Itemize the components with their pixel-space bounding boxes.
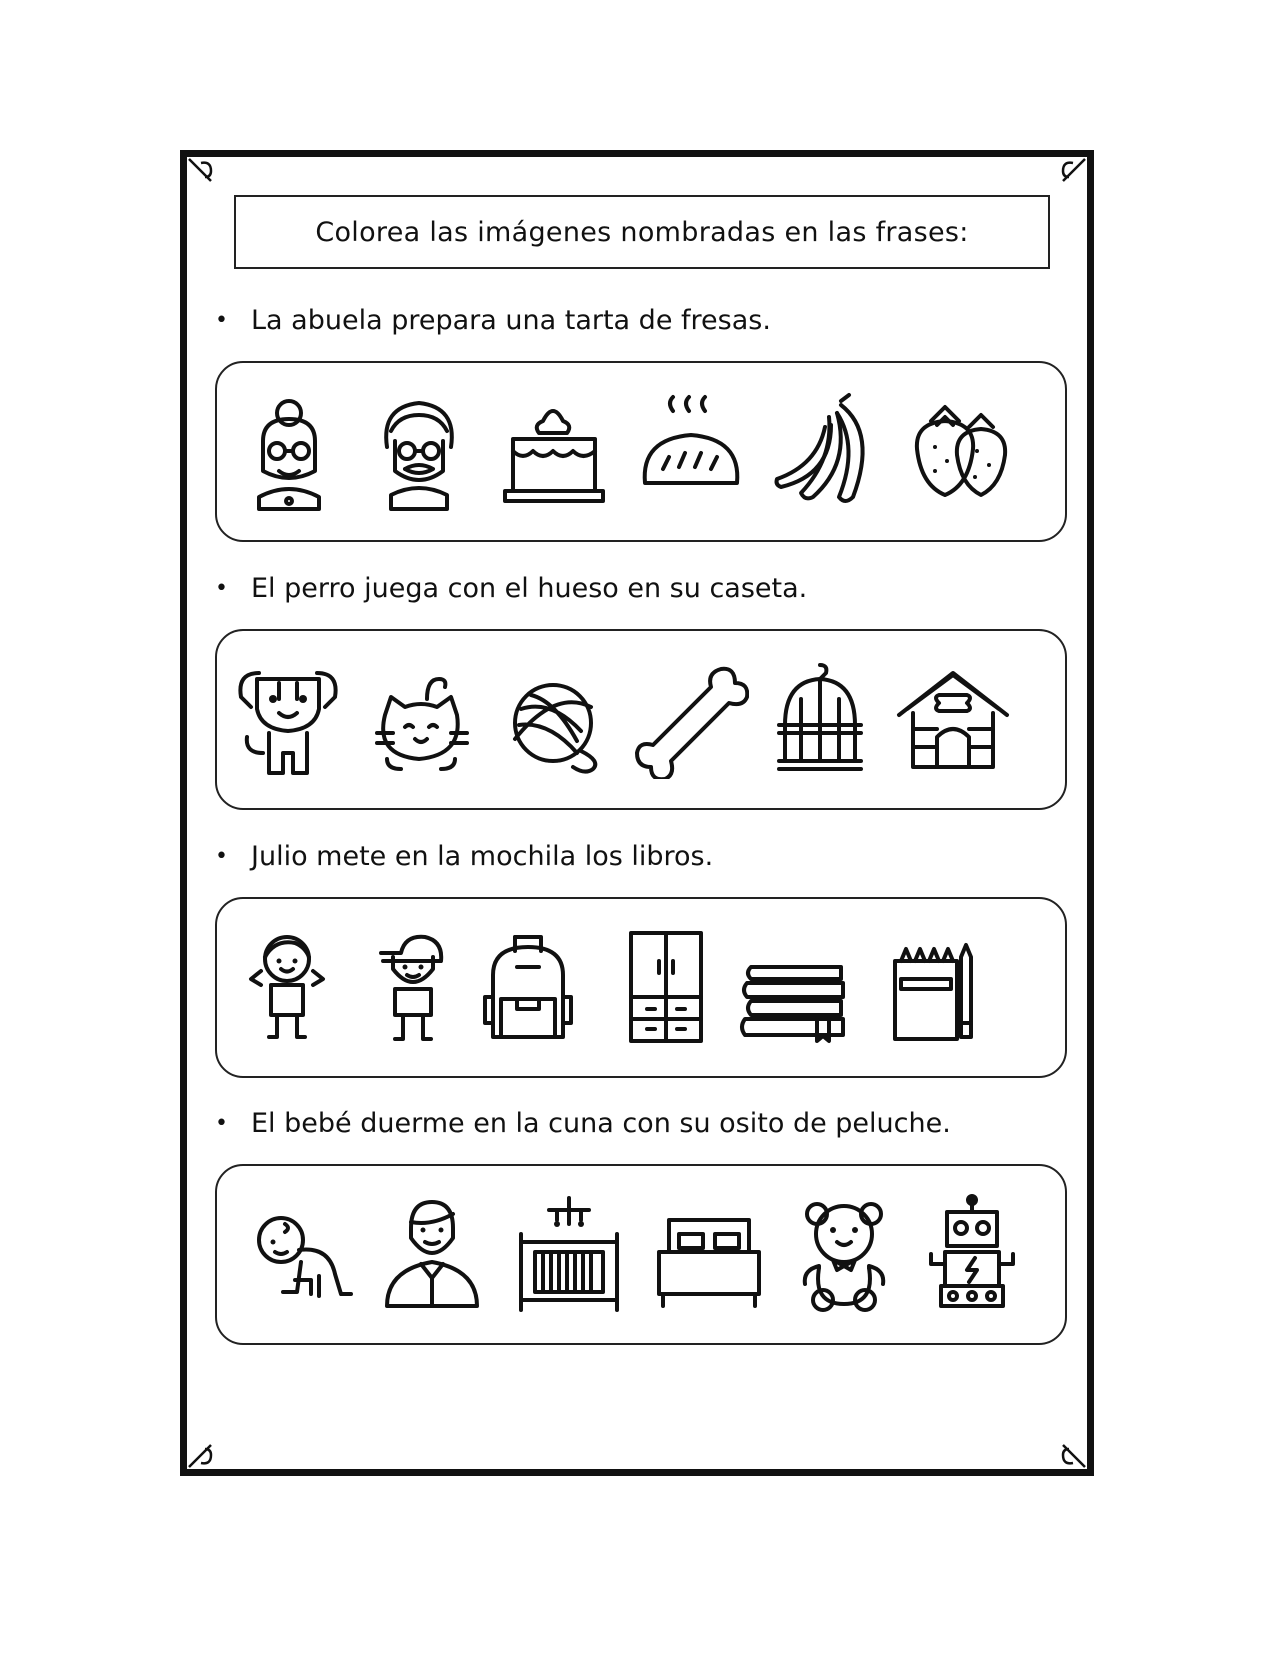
corner-ornament-icon — [1047, 1429, 1087, 1469]
birdcage-icon[interactable] — [765, 659, 875, 779]
dog-icon[interactable] — [233, 659, 343, 779]
instruction-title: Colorea las imágenes nombradas en las frases: — [234, 195, 1050, 269]
sentence-1 — [215, 305, 771, 336]
cake-icon[interactable] — [499, 391, 609, 511]
girl-icon[interactable] — [237, 927, 337, 1047]
grandmother-icon[interactable] — [239, 391, 339, 511]
man-icon[interactable] — [377, 1194, 487, 1314]
picture-row-3 — [215, 897, 1067, 1078]
bone-icon[interactable] — [629, 659, 749, 779]
worksheet-frame — [180, 150, 1094, 1476]
picture-row-4 — [215, 1164, 1067, 1345]
bullet-icon: • — [215, 1111, 228, 1136]
crayons-icon[interactable] — [877, 927, 987, 1047]
baby-icon[interactable] — [245, 1194, 355, 1314]
picture-row-1 — [215, 361, 1067, 542]
crib-icon[interactable] — [509, 1194, 629, 1314]
sentence-text: Julio mete en la mochila los libros. — [251, 841, 714, 872]
backpack-icon[interactable] — [473, 927, 583, 1047]
bullet-icon: • — [215, 308, 228, 333]
corner-ornament-icon — [187, 1429, 227, 1469]
sentence-text: El bebé duerme en la cuna con su osito de peluche. — [251, 1108, 951, 1139]
bed-icon[interactable] — [649, 1194, 769, 1314]
bullet-icon: • — [215, 576, 228, 601]
doghouse-icon[interactable] — [893, 659, 1013, 779]
sentence-text: La abuela prepara una tarta de fresas. — [251, 305, 771, 336]
picture-row-2 — [215, 629, 1067, 810]
sentence-3 — [215, 841, 713, 872]
bread-icon[interactable] — [635, 391, 745, 511]
robot-icon[interactable] — [917, 1194, 1027, 1314]
corner-ornament-icon — [1047, 157, 1087, 197]
teddy-bear-icon[interactable] — [789, 1194, 899, 1314]
boy-icon[interactable] — [363, 927, 463, 1047]
sentence-2 — [215, 573, 807, 604]
sentence-text: El perro juega con el hueso en su caseta. — [251, 573, 808, 604]
bananas-icon[interactable] — [771, 391, 881, 511]
yarn-ball-icon[interactable] — [501, 659, 611, 779]
books-icon[interactable] — [737, 927, 857, 1047]
bullet-icon: • — [215, 844, 228, 869]
corner-ornament-icon — [187, 157, 227, 197]
sentence-4 — [215, 1108, 951, 1139]
strawberries-icon[interactable] — [907, 391, 1017, 511]
wardrobe-icon[interactable] — [611, 927, 721, 1047]
cat-icon[interactable] — [367, 659, 477, 779]
grandfather-icon[interactable] — [369, 391, 469, 511]
